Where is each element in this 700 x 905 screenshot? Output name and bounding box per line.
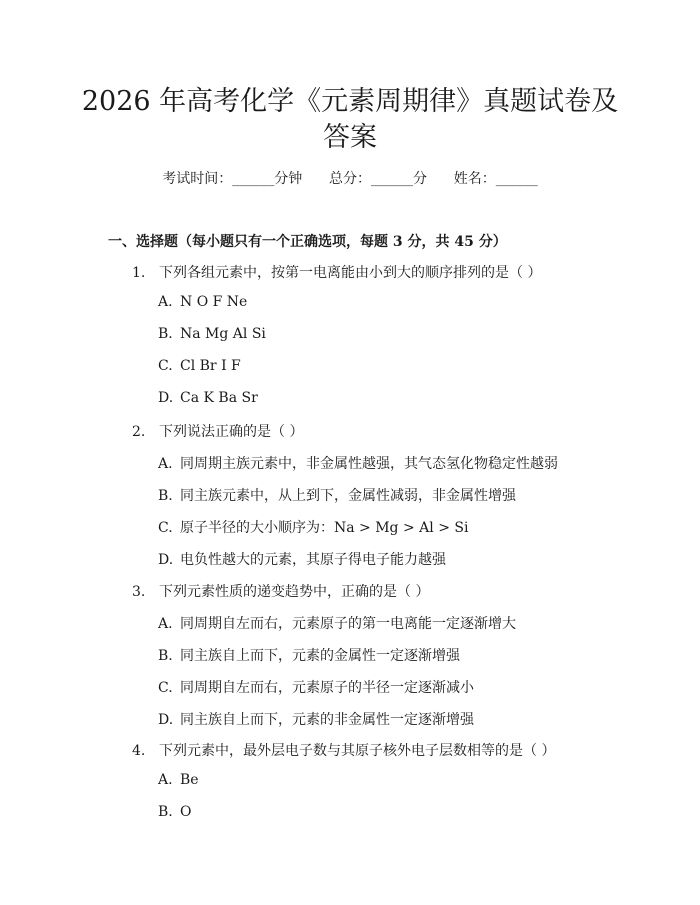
score-blank: ______	[371, 171, 413, 187]
question-number: 3.	[132, 584, 146, 600]
question-1-option-b	[158, 326, 266, 342]
question-2-option-c	[158, 517, 468, 537]
time-unit: 分钟	[274, 171, 303, 187]
question-2	[132, 421, 303, 441]
option-letter: B.	[158, 648, 173, 664]
question-text: 下列各组元素中，按第一电离能由小到大的顺序排列的是（ ）	[159, 265, 542, 281]
name-label: 姓名：	[453, 171, 496, 187]
question-1-option-d	[158, 390, 258, 406]
question-3-option-b	[158, 645, 460, 665]
question-3	[132, 581, 429, 601]
option-letter: C.	[158, 358, 173, 374]
option-text: Be	[180, 772, 199, 788]
question-number: 4.	[132, 743, 146, 759]
option-letter: D.	[158, 390, 174, 406]
option-text: Ca K Ba Sr	[180, 390, 258, 406]
question-4	[132, 740, 555, 760]
exam-meta	[0, 168, 700, 188]
option-letter: C.	[158, 680, 173, 696]
question-1-option-a	[158, 294, 247, 310]
option-text: 同主族自上而下，元素的金属性一定逐渐增强	[180, 648, 460, 664]
question-text: 下列说法正确的是（ ）	[159, 424, 304, 440]
option-text: N O F Ne	[180, 294, 248, 310]
option-letter: B.	[158, 488, 173, 504]
question-3-option-c	[158, 677, 474, 697]
question-number: 2.	[132, 424, 146, 440]
question-4-option-a	[158, 772, 199, 788]
option-text: 电负性越大的元素，其原子得电子能力越强	[180, 552, 446, 568]
question-text: 下列元素中，最外层电子数与其原子核外电子层数相等的是（ ）	[159, 743, 556, 759]
option-letter: D.	[158, 712, 174, 728]
question-2-option-b	[158, 485, 516, 505]
option-text: O	[180, 804, 192, 820]
option-text: 同周期主族元素中，非金属性越强，其气态氢化物稳定性越弱	[180, 456, 558, 472]
question-3-option-a	[158, 613, 516, 633]
option-letter: A.	[158, 772, 173, 788]
option-text: 同周期自左而右，元素原子的半径一定逐渐减小	[180, 680, 474, 696]
option-letter: C.	[158, 520, 173, 536]
question-3-option-d	[158, 709, 474, 729]
question-2-option-d	[158, 549, 446, 569]
option-text: 同主族元素中，从上到下，金属性减弱，非金属性增强	[180, 488, 516, 504]
option-text: 同主族自上而下，元素的非金属性一定逐渐增强	[180, 712, 474, 728]
option-text: Na Mg Al Si	[180, 326, 266, 342]
question-number: 1.	[132, 265, 146, 281]
option-letter: B.	[158, 326, 173, 342]
option-letter: A.	[158, 456, 173, 472]
option-letter: D.	[158, 552, 174, 568]
option-letter: A.	[158, 616, 173, 632]
option-letter: A.	[158, 294, 173, 310]
time-label: 考试时间：	[162, 171, 233, 187]
score-unit: 分	[413, 171, 427, 187]
question-4-option-b	[158, 804, 191, 820]
time-blank: ______	[232, 171, 275, 187]
question-2-option-a	[158, 453, 558, 473]
section-title: 一、选择题（每小题只有一个正确选项，每题 3 分，共 45 分）	[108, 234, 507, 250]
option-text: Cl Br I F	[180, 358, 241, 374]
question-1-option-c	[158, 358, 241, 374]
exam-title-line-1: 2026 年高考化学《元素周期律》真题试卷及	[81, 86, 619, 117]
option-text: 同周期自左而右，元素原子的第一电离能一定逐渐增大	[180, 616, 516, 632]
option-text: 原子半径的大小顺序为：Na > Mg > Al > Si	[180, 520, 469, 536]
name-blank: ______	[495, 171, 538, 187]
exam-title-line-2: 答案	[323, 122, 377, 153]
score-label: 总分：	[329, 171, 371, 187]
option-letter: B.	[158, 804, 173, 820]
question-text: 下列元素性质的递变趋势中，正确的是（ ）	[159, 584, 430, 600]
question-1	[132, 262, 541, 282]
